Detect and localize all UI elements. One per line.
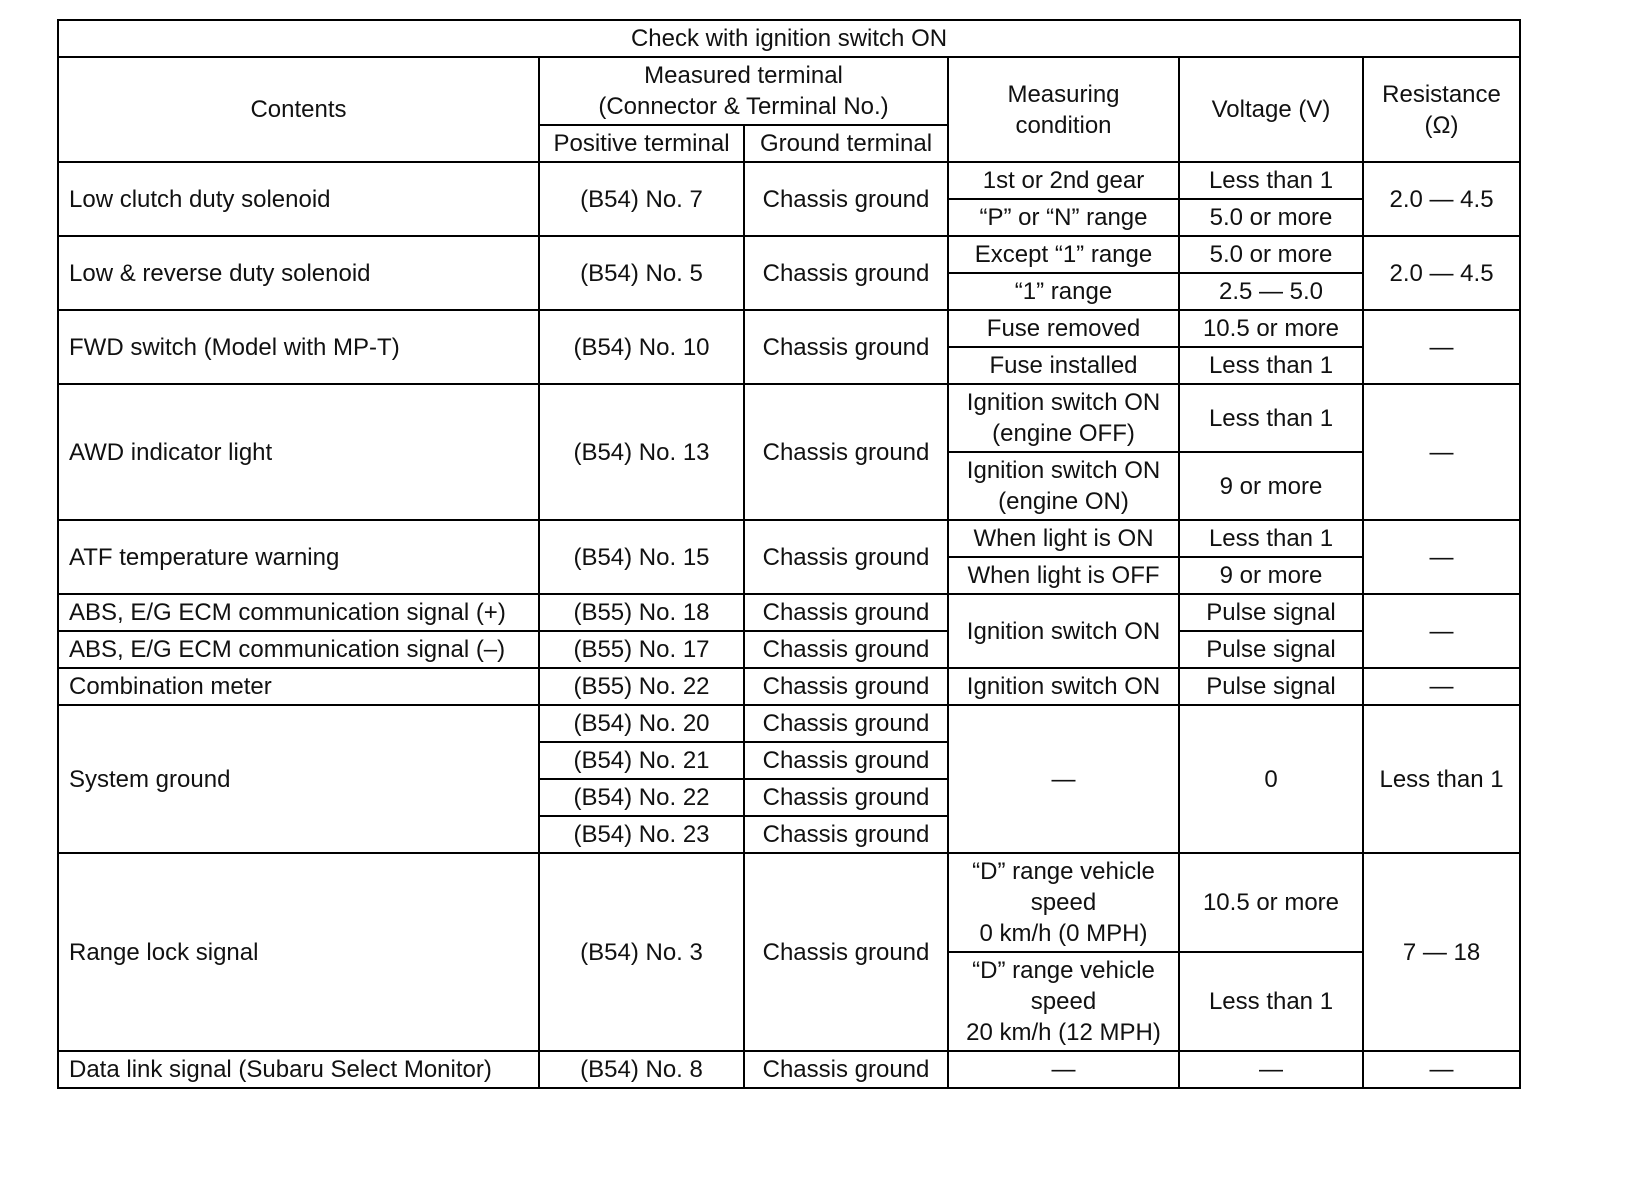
header-measuring-condition: Measuring condition — [948, 57, 1179, 162]
voltage-cell: Less than 1 — [1179, 952, 1363, 1051]
ground-terminal-cell: Chassis ground — [744, 742, 948, 779]
contents-cell: Range lock signal — [58, 853, 539, 1051]
positive-terminal-cell: (B54) No. 3 — [539, 853, 744, 1051]
condition-cell: “P” or “N” range — [948, 199, 1179, 236]
ground-terminal-cell: Chassis ground — [744, 162, 948, 236]
resistance-cell: — — [1363, 384, 1520, 520]
contents-cell: ABS, E/G ECM communication signal (–) — [58, 631, 539, 668]
header-contents: Contents — [58, 57, 539, 162]
positive-terminal-cell: (B54) No. 10 — [539, 310, 744, 384]
voltage-cell: Less than 1 — [1179, 384, 1363, 452]
resistance-cell: 2.0 — 4.5 — [1363, 162, 1520, 236]
inspection-table — [57, 19, 1521, 1089]
contents-cell: Combination meter — [58, 668, 539, 705]
contents-cell: ATF temperature warning — [58, 520, 539, 594]
header-voltage: Voltage (V) — [1179, 57, 1363, 162]
resistance-cell: — — [1363, 1051, 1520, 1088]
voltage-cell: 10.5 or more — [1179, 310, 1363, 347]
condition-cell: Except “1” range — [948, 236, 1179, 273]
ground-terminal-cell: Chassis ground — [744, 1051, 948, 1088]
condition-cell: Ignition switch ON — [948, 668, 1179, 705]
resistance-cell: Less than 1 — [1363, 705, 1520, 853]
positive-terminal-cell: (B54) No. 23 — [539, 816, 744, 853]
header-ground-terminal: Ground terminal — [744, 125, 948, 162]
ground-terminal-cell: Chassis ground — [744, 236, 948, 310]
voltage-cell: Less than 1 — [1179, 520, 1363, 557]
ground-terminal-cell: Chassis ground — [744, 705, 948, 742]
resistance-cell: — — [1363, 310, 1520, 384]
voltage-cell: Pulse signal — [1179, 668, 1363, 705]
condition-cell: “D” range vehicle speed 20 km/h (12 MPH) — [948, 952, 1179, 1051]
condition-cell: — — [948, 1051, 1179, 1088]
resistance-cell: 7 — 18 — [1363, 853, 1520, 1051]
voltage-cell: 9 or more — [1179, 557, 1363, 594]
contents-cell: AWD indicator light — [58, 384, 539, 520]
header-measured-terminal: Measured terminal (Connector & Terminal No.) — [539, 57, 948, 125]
ground-terminal-cell: Chassis ground — [744, 594, 948, 631]
condition-cell: Fuse removed — [948, 310, 1179, 347]
ground-terminal-cell: Chassis ground — [744, 631, 948, 668]
voltage-cell: 0 — [1179, 705, 1363, 853]
resistance-cell: — — [1363, 520, 1520, 594]
header-resistance: Resistance (Ω) — [1363, 57, 1520, 162]
resistance-cell: 2.0 — 4.5 — [1363, 236, 1520, 310]
condition-cell: Ignition switch ON — [948, 594, 1179, 668]
ground-terminal-cell: Chassis ground — [744, 384, 948, 520]
table-title: Check with ignition switch ON — [58, 20, 1520, 57]
ground-terminal-cell: Chassis ground — [744, 668, 948, 705]
voltage-cell: 10.5 or more — [1179, 853, 1363, 952]
ground-terminal-cell: Chassis ground — [744, 779, 948, 816]
positive-terminal-cell: (B54) No. 7 — [539, 162, 744, 236]
ground-terminal-cell: Chassis ground — [744, 853, 948, 1051]
positive-terminal-cell: (B54) No. 8 — [539, 1051, 744, 1088]
condition-cell: When light is OFF — [948, 557, 1179, 594]
positive-terminal-cell: (B55) No. 22 — [539, 668, 744, 705]
contents-cell: Low & reverse duty solenoid — [58, 236, 539, 310]
positive-terminal-cell: (B54) No. 20 — [539, 705, 744, 742]
voltage-cell: Less than 1 — [1179, 162, 1363, 199]
voltage-cell: Less than 1 — [1179, 347, 1363, 384]
header-positive-terminal: Positive terminal — [539, 125, 744, 162]
resistance-cell: — — [1363, 594, 1520, 668]
condition-cell: When light is ON — [948, 520, 1179, 557]
contents-cell: ABS, E/G ECM communication signal (+) — [58, 594, 539, 631]
condition-cell: 1st or 2nd gear — [948, 162, 1179, 199]
positive-terminal-cell: (B55) No. 18 — [539, 594, 744, 631]
positive-terminal-cell: (B55) No. 17 — [539, 631, 744, 668]
positive-terminal-cell: (B54) No. 5 — [539, 236, 744, 310]
voltage-cell: Pulse signal — [1179, 631, 1363, 668]
positive-terminal-cell: (B54) No. 21 — [539, 742, 744, 779]
contents-cell: Data link signal (Subaru Select Monitor) — [58, 1051, 539, 1088]
voltage-cell: 5.0 or more — [1179, 199, 1363, 236]
voltage-cell: 5.0 or more — [1179, 236, 1363, 273]
condition-cell: Ignition switch ON (engine OFF) — [948, 384, 1179, 452]
condition-cell: Ignition switch ON (engine ON) — [948, 452, 1179, 520]
condition-cell: — — [948, 705, 1179, 853]
contents-cell: System ground — [58, 705, 539, 853]
inspection-table-container — [57, 19, 1519, 1089]
voltage-cell: 2.5 — 5.0 — [1179, 273, 1363, 310]
voltage-cell: 9 or more — [1179, 452, 1363, 520]
positive-terminal-cell: (B54) No. 15 — [539, 520, 744, 594]
ground-terminal-cell: Chassis ground — [744, 310, 948, 384]
condition-cell: “1” range — [948, 273, 1179, 310]
voltage-cell: — — [1179, 1051, 1363, 1088]
positive-terminal-cell: (B54) No. 13 — [539, 384, 744, 520]
condition-cell: Fuse installed — [948, 347, 1179, 384]
resistance-cell: — — [1363, 668, 1520, 705]
contents-cell: FWD switch (Model with MP-T) — [58, 310, 539, 384]
ground-terminal-cell: Chassis ground — [744, 816, 948, 853]
condition-cell: “D” range vehicle speed 0 km/h (0 MPH) — [948, 853, 1179, 952]
contents-cell: Low clutch duty solenoid — [58, 162, 539, 236]
positive-terminal-cell: (B54) No. 22 — [539, 779, 744, 816]
ground-terminal-cell: Chassis ground — [744, 520, 948, 594]
voltage-cell: Pulse signal — [1179, 594, 1363, 631]
